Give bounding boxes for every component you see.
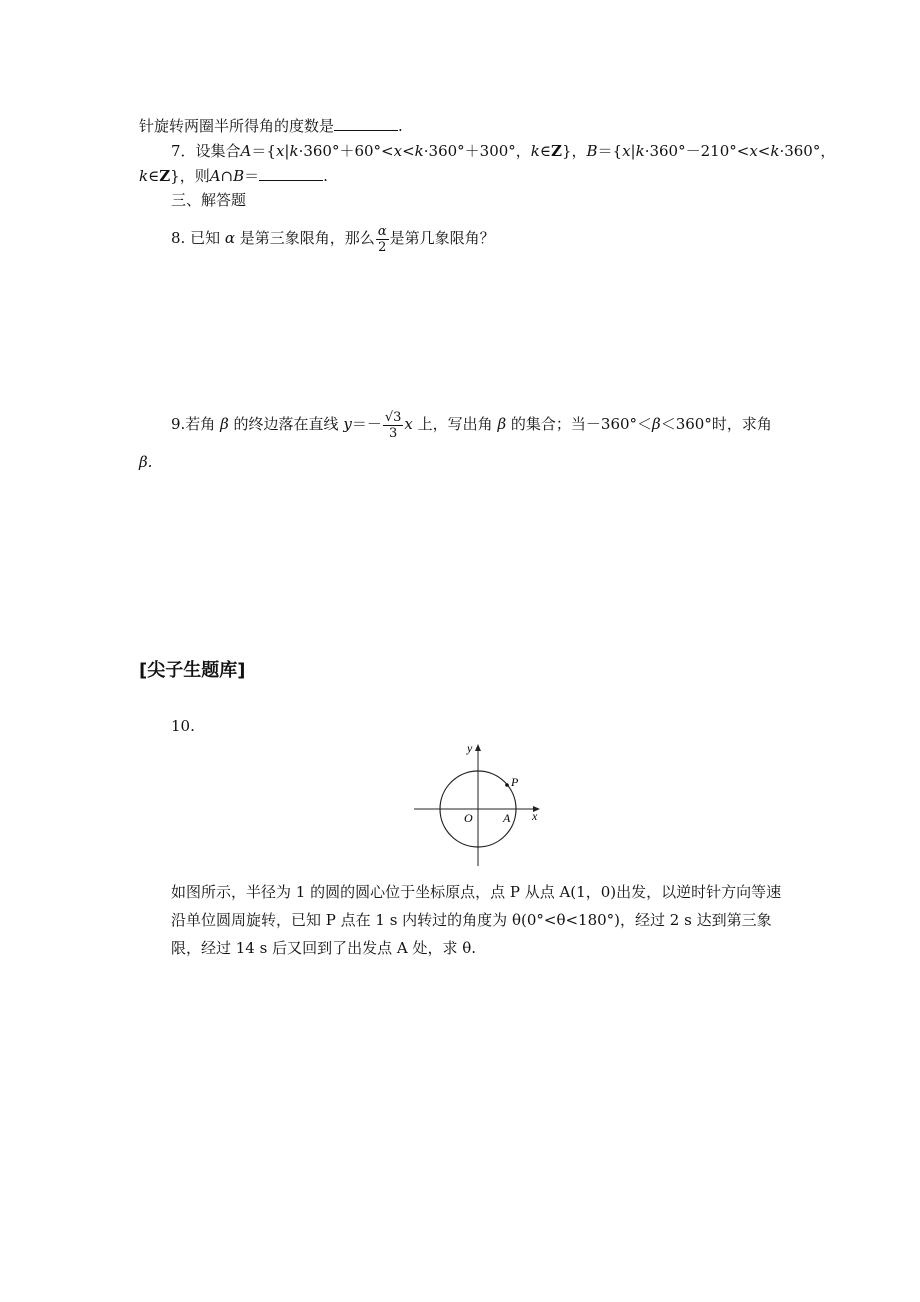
q7-bar1: | [284, 142, 290, 160]
q7-k2: k [414, 142, 424, 160]
q7-z2: Z [159, 167, 171, 185]
q9-mid: 的终边落在直线 [233, 415, 339, 433]
q7-end: . [323, 167, 328, 185]
q8-fraction [376, 224, 389, 255]
q6-answer-blank [334, 116, 398, 131]
q9-eq: ＝－ [351, 415, 382, 433]
q6-tail-line [139, 116, 403, 136]
q8-alpha: α [224, 229, 236, 247]
q9-label: 9.若角 [171, 415, 216, 433]
q9-y: y [343, 415, 352, 433]
set-b-symbol: B [586, 142, 598, 160]
q9-fraction [383, 410, 404, 441]
q8-frac-num: α [377, 223, 387, 239]
q9-beta2: β [497, 415, 507, 433]
q7-eq2: ＝{ [597, 142, 623, 160]
y-axis-arrow [475, 744, 481, 751]
section-title-top-students: [尖子生题库] [139, 660, 246, 681]
y-label: y [467, 741, 473, 755]
q7-k3: k [530, 142, 540, 160]
q7-k6: k [139, 167, 149, 185]
q7-k5: k [770, 142, 780, 160]
q7-a2: A [209, 167, 221, 185]
q8-mid: 是第三象限角，那么 [239, 229, 375, 247]
q7-close1: }， [561, 142, 587, 160]
q7-expr1: ·360°＋60°< [298, 142, 394, 160]
q7-eq1: ＝{ [251, 142, 276, 160]
q7-k4: k [635, 142, 645, 160]
q7-x3: x [622, 142, 631, 160]
q9-post3: ＜360°时，求角 [660, 415, 772, 433]
q7-label: 7．设集合 [171, 142, 241, 160]
q7-eq3: ＝ [244, 167, 260, 185]
q10-paragraph [139, 878, 789, 962]
q8-post: 是第几象限角？ [389, 229, 495, 247]
q6-end: . [398, 117, 403, 135]
q10-text: 如图所示，半径为 1 的圆的圆心位于坐标原点，点 P 从点 A(1，0)出发，以逆时针方向等速沿单位圆周旋转，已知 P 点在 1 s 内转过的角度为 θ(0°<θ<180°)，经过 2 s 达到第三象限，经过 14 s 后又回到了出发点 A 处，求 θ. [171, 883, 782, 957]
q7-x4: x [749, 142, 758, 160]
q7-expr3: ·360°－210°< [644, 142, 750, 160]
q10-number: 10. [171, 717, 195, 735]
q8-line [171, 220, 495, 260]
set-a-symbol: A [240, 142, 252, 160]
q9-x: x [404, 415, 413, 433]
q9-line-1 [171, 404, 772, 448]
q7-cap: ∩ [220, 167, 234, 185]
q7-expr2: ·360°＋300°， [423, 142, 531, 160]
q7-bar2: | [630, 142, 636, 160]
point-p-dot [505, 783, 509, 787]
q7-z1: Z [551, 142, 562, 160]
q7-in2: ∈ [148, 167, 160, 185]
q7-expr4: ·360°， [779, 142, 836, 160]
origin-label: O [464, 811, 473, 825]
point-a-label: A [503, 811, 511, 825]
q7-x2: x [393, 142, 403, 160]
q7-lt1: < [402, 142, 415, 160]
q7-line-1 [171, 141, 835, 161]
q9-frac-num: √3 [384, 409, 402, 425]
q7-close2: }，则 [170, 167, 210, 185]
q9-line-2: β. [139, 453, 153, 471]
q7-b2: B [233, 167, 245, 185]
unit-circle-figure [410, 738, 550, 868]
q7-x1: x [275, 142, 285, 160]
q9-post: 上，写出角 [417, 415, 493, 433]
q9-beta: β [220, 415, 229, 433]
q7-lt2: < [757, 142, 771, 160]
q9-frac-den: 3 [388, 425, 398, 441]
q9-post2: 的集合；当－360°＜ [510, 415, 653, 433]
x-label: x [532, 809, 538, 823]
point-p-label: P [511, 775, 519, 789]
q6-text: 针旋转两圈半所得角的度数是 [139, 117, 335, 135]
q9-beta3: β [652, 415, 661, 433]
q8-label: 8. 已知 [171, 229, 221, 247]
section-heading: 三、解答题 [171, 191, 247, 209]
q7-answer-blank [259, 166, 323, 181]
q8-frac-den: 2 [378, 239, 387, 255]
q7-k1: k [289, 142, 299, 160]
q7-in1: ∈ [539, 142, 551, 160]
q7-line-2 [139, 166, 328, 186]
